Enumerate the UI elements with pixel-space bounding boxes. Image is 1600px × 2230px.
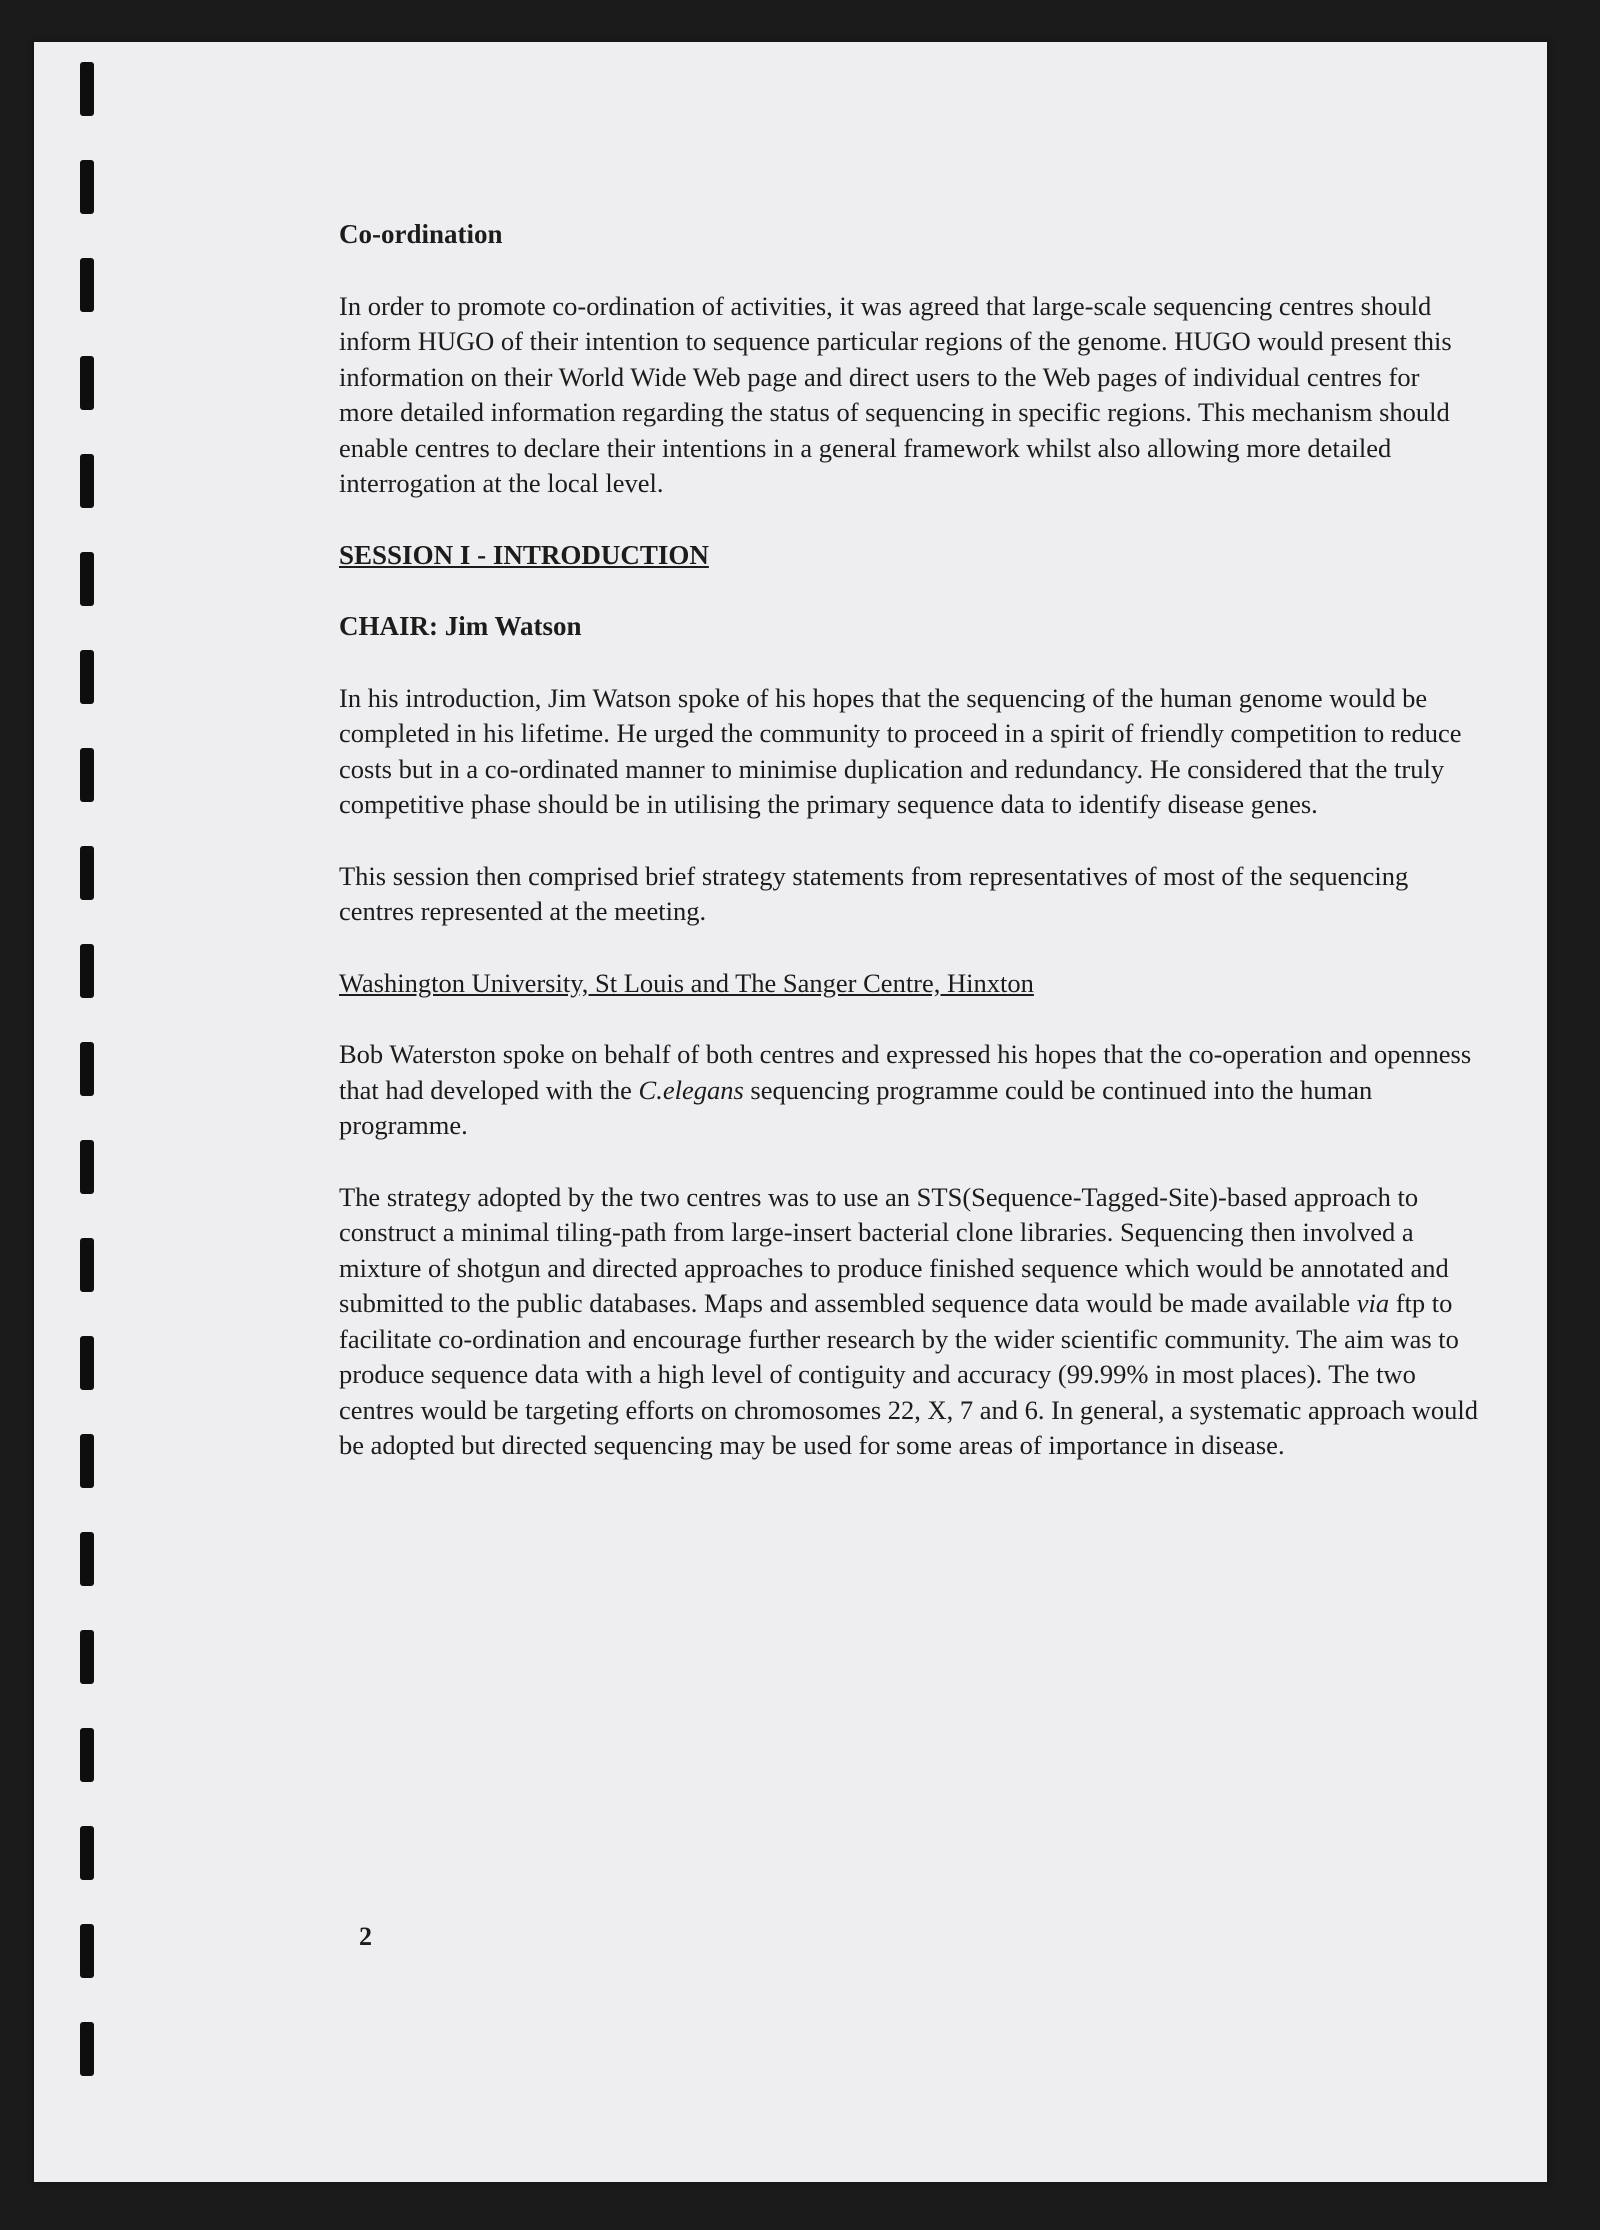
punch-hole [80, 1042, 94, 1096]
page-number: 2 [359, 1922, 372, 1951]
punch-hole [80, 1728, 94, 1782]
waterston-text-end: sequencing programme could be continued into the human programme. [339, 1074, 1373, 1140]
coordination-heading: Co-ordination [339, 219, 503, 249]
strategy-paragraph [339, 1180, 1479, 1464]
punch-hole [80, 650, 94, 704]
punch-hole [80, 1630, 94, 1684]
document-body [339, 217, 1479, 1464]
punch-hole [80, 1924, 94, 1978]
punch-hole [80, 62, 94, 116]
punch-hole [80, 454, 94, 508]
punch-hole [80, 552, 94, 606]
introduction-paragraph: In his introduction, Jim Watson spoke of his hopes that the sequencing of the human genome would be completed in his lifetime. He urged the community to proceed in a spirit of friendly competition to reduce costs but in a co-ordinated manner to minimise duplication and redundancy. He considered that the truly competitive phase should be in utilising the primary sequence data to identify disease genes. [339, 682, 1462, 819]
session-paragraph: This session then comprised brief strategy statements from representatives of most of the sequencing centres represented at the meeting. [339, 860, 1409, 926]
celegans-italic: C.elegans [638, 1074, 744, 1105]
punch-hole [80, 2022, 94, 2076]
waterston-paragraph [339, 1037, 1479, 1144]
punch-hole [80, 748, 94, 802]
punch-hole [80, 1826, 94, 1880]
punch-hole [80, 846, 94, 900]
document-page [34, 42, 1547, 2182]
strategy-text-start: The strategy adopted by the two centres was to use an STS(Sequence-Tagged-Site)-based approach to construct a minimal tiling-path from large-insert bacterial clone libraries. Sequencing then involved a mixture of shotgun and directed approaches to produce finished sequence which would be annotated and submitted to the public databases. Maps and assembled sequence data would be made available [339, 1181, 1449, 1318]
punch-hole [80, 1238, 94, 1292]
chair-heading: CHAIR: Jim Watson [339, 611, 582, 641]
punch-hole [80, 356, 94, 410]
punch-hole [80, 258, 94, 312]
punch-hole [80, 1336, 94, 1390]
punch-hole [80, 160, 94, 214]
via-italic: via [1356, 1288, 1390, 1318]
strategy-text-end: ftp to facilitate co-ordination and encourage further research by the wider scientific community. The aim was to produce sequence data with a high level of contiguity and accuracy (99.99% in most places). The two centres would be targeting efforts on chromosomes 22, X, 7 and 6. In general, a systematic approach would be adopted but directed sequencing may be used for some areas of importance in disease. [339, 1288, 1478, 1460]
punch-hole [80, 944, 94, 998]
session-heading: SESSION I - INTRODUCTION [339, 539, 709, 570]
punch-hole [80, 1140, 94, 1194]
waterston-text-start: Bob Waterston spoke on behalf of both centres and expressed his hopes that the co-operation and openness that had developed with the [339, 1039, 1472, 1105]
punch-hole [80, 1434, 94, 1488]
punch-hole [80, 1532, 94, 1586]
coordination-paragraph: In order to promote co-ordination of activities, it was agreed that large-scale sequencing centres should inform HUGO of their intention to sequence particular regions of the genome. HUGO would present this information on their World Wide Web page and direct users to the Web pages of individual centres for more detailed information regarding the status of sequencing in specific regions. This mechanism should enable centres to declare their intentions in a general framework whilst also allowing more detailed interrogation at the local level. [339, 290, 1452, 498]
centres-subheading: Washington University, St Louis and The Sanger Centre, Hinxton [339, 967, 1034, 998]
